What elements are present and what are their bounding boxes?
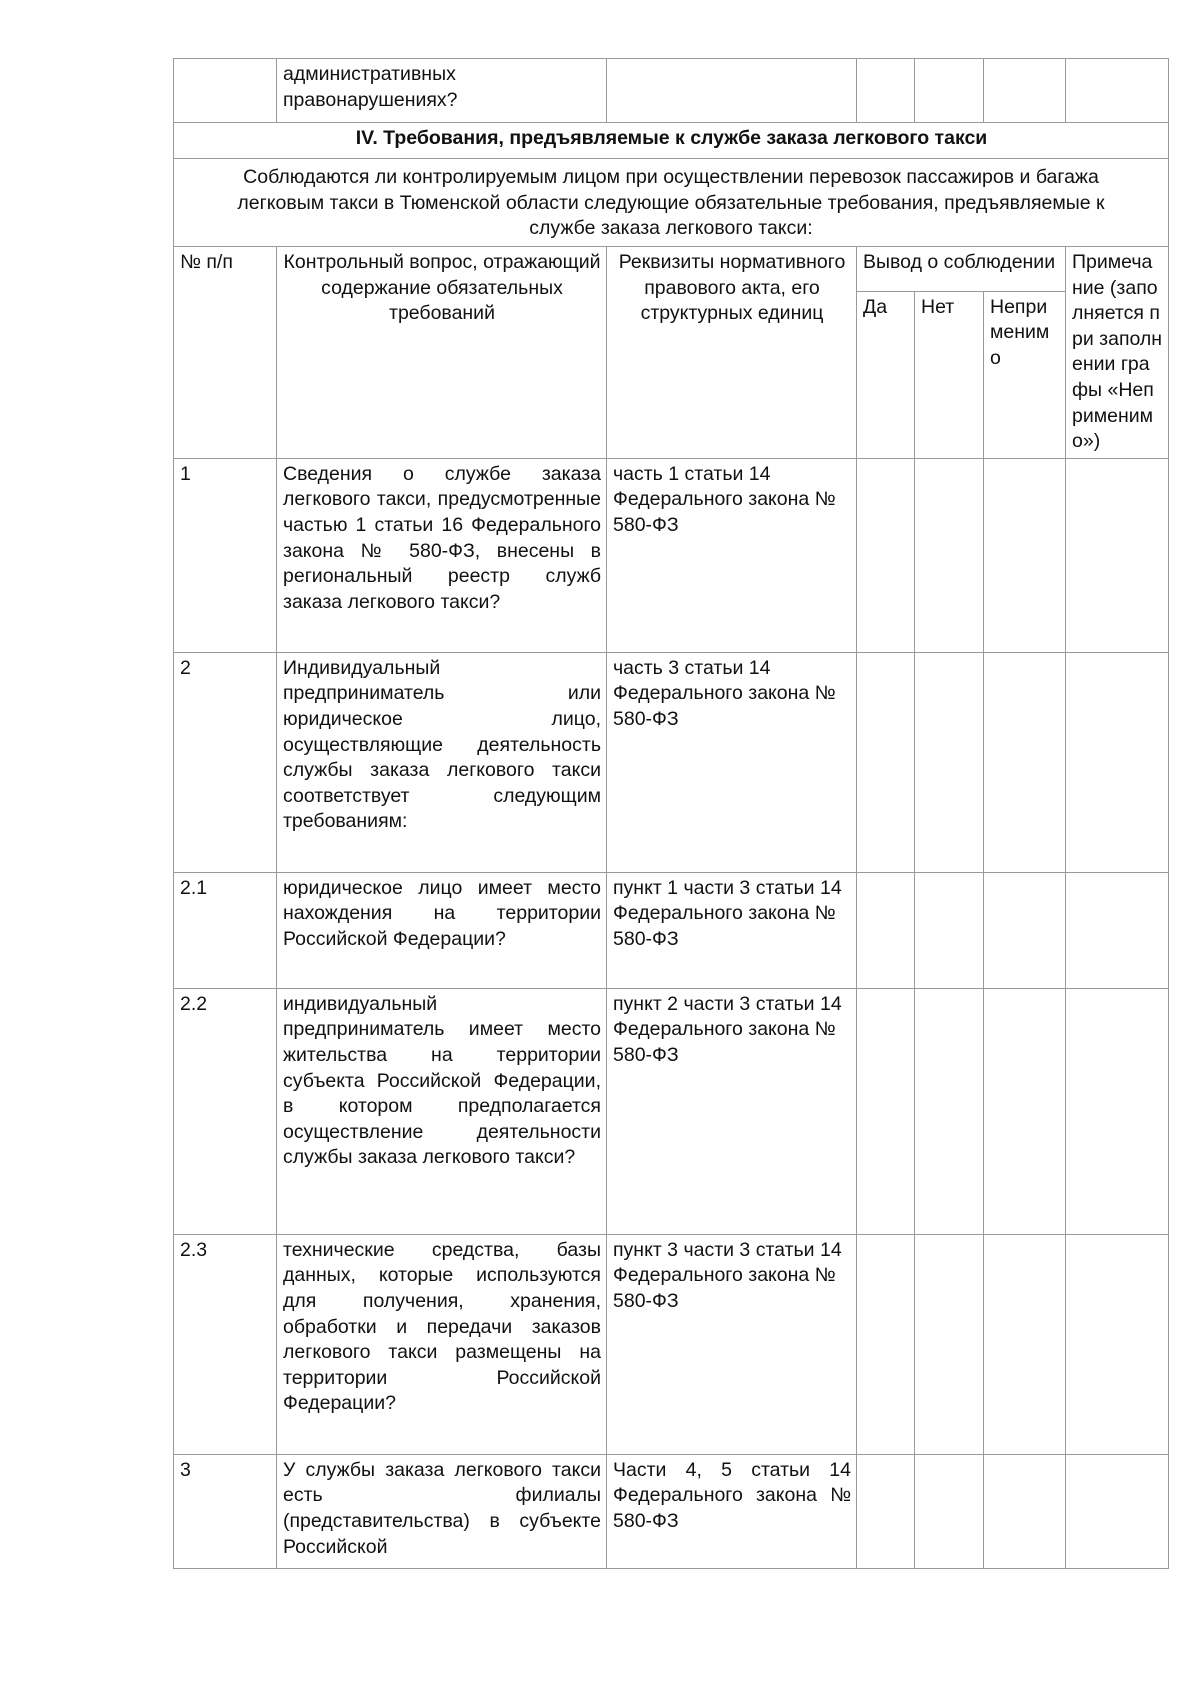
na-cell [984,1454,1066,1568]
header-no: Нет [915,291,984,458]
na-cell [984,1234,1066,1454]
question-cell: У службы заказа легкового такси есть филиалы (представительства) в субъекте Российской [277,1454,607,1568]
no-cell [915,59,984,123]
header-num: № п/п [174,247,277,459]
yes-cell [857,1454,915,1568]
table-row [174,1454,1169,1568]
note-cell [1066,988,1169,1234]
section-title-row [174,123,1169,159]
header-na: Неприменимо [984,291,1066,458]
note-cell [1066,59,1169,123]
na-cell [984,988,1066,1234]
yes-cell [857,59,915,123]
question-cell: индивидуальный предприниматель имеет место жительства на территории субъекта Российской Федерации, в котором предполагается осуществление деятельности службы заказа легкового такси? [277,988,607,1234]
no-cell [915,652,984,872]
table-row [174,652,1169,872]
header-question: Контрольный вопрос, отражающий содержание обязательных требований [277,247,607,459]
num-cell: 1 [174,458,277,652]
note-cell [1066,458,1169,652]
table-row [174,988,1169,1234]
no-cell [915,1454,984,1568]
num-cell: 2.3 [174,1234,277,1454]
num-cell: 2 [174,652,277,872]
yes-cell [857,872,915,988]
header-yes: Да [857,291,915,458]
requisites-cell: пункт 1 части 3 статьи 14 Федерального закона № 580-ФЗ [607,872,857,988]
yes-cell [857,988,915,1234]
header-note: Примечание (заполняется при заполнении графы «Неприменимо») [1066,247,1169,459]
requisites-cell [607,59,857,123]
question-cell: Сведения о службе заказа легкового такси, предусмотренные частью 1 статьи 16 Федерального закона № 580-ФЗ, внесены в региональный реестр служб заказа легкового такси? [277,458,607,652]
question-cell: технические средства, базы данных, которые используются для получения, хранения, обработки и передачи заказов легкового такси размещены на территории Российской Федерации? [277,1234,607,1454]
section-intro-row [174,159,1169,247]
table-row [174,59,1169,123]
requisites-cell: часть 3 статьи 14 Федерального закона № 580-ФЗ [607,652,857,872]
na-cell [984,458,1066,652]
no-cell [915,872,984,988]
num-cell: 2.1 [174,872,277,988]
note-cell [1066,1234,1169,1454]
question-cell: административных правонарушениях? [277,59,607,123]
question-cell: юридическое лицо имеет место нахождения на территории Российской Федерации? [277,872,607,988]
note-cell [1066,652,1169,872]
requisites-cell: пункт 3 части 3 статьи 14 Федерального закона № 580-ФЗ [607,1234,857,1454]
note-cell [1066,1454,1169,1568]
header-conclusion: Вывод о соблюдении [857,247,1066,292]
yes-cell [857,458,915,652]
requisites-cell: пункт 2 части 3 статьи 14 Федерального закона № 580-ФЗ [607,988,857,1234]
note-cell [1066,872,1169,988]
header-requisites: Реквизиты нормативного правового акта, его структурных единиц [607,247,857,459]
num-cell: 2.2 [174,988,277,1234]
yes-cell [857,652,915,872]
na-cell [984,59,1066,123]
no-cell [915,988,984,1234]
table-row [174,1234,1169,1454]
table-row [174,458,1169,652]
yes-cell [857,1234,915,1454]
no-cell [915,458,984,652]
checklist-table [173,58,1169,1569]
num-cell [174,59,277,123]
na-cell [984,652,1066,872]
section-title: IV. Требования, предъявляемые к службе заказа легкового такси [174,123,1169,159]
na-cell [984,872,1066,988]
no-cell [915,1234,984,1454]
question-cell: Индивидуальный предприниматель или юридическое лицо, осуществляющие деятельность службы заказа легкового такси соответствует следующим требованиям: [277,652,607,872]
header-row [174,247,1169,292]
requisites-cell: часть 1 статьи 14 Федерального закона № 580-ФЗ [607,458,857,652]
num-cell: 3 [174,1454,277,1568]
section-intro: Соблюдаются ли контролируемым лицом при осуществлении перевозок пассажиров и багажа легковым такси в Тюменской области следующие обязательные требования, предъявляемые к службе заказа легкового такси: [174,159,1169,247]
table-row [174,872,1169,988]
requisites-cell: Части 4, 5 статьи 14 Федерального закона № 580-ФЗ [607,1454,857,1568]
